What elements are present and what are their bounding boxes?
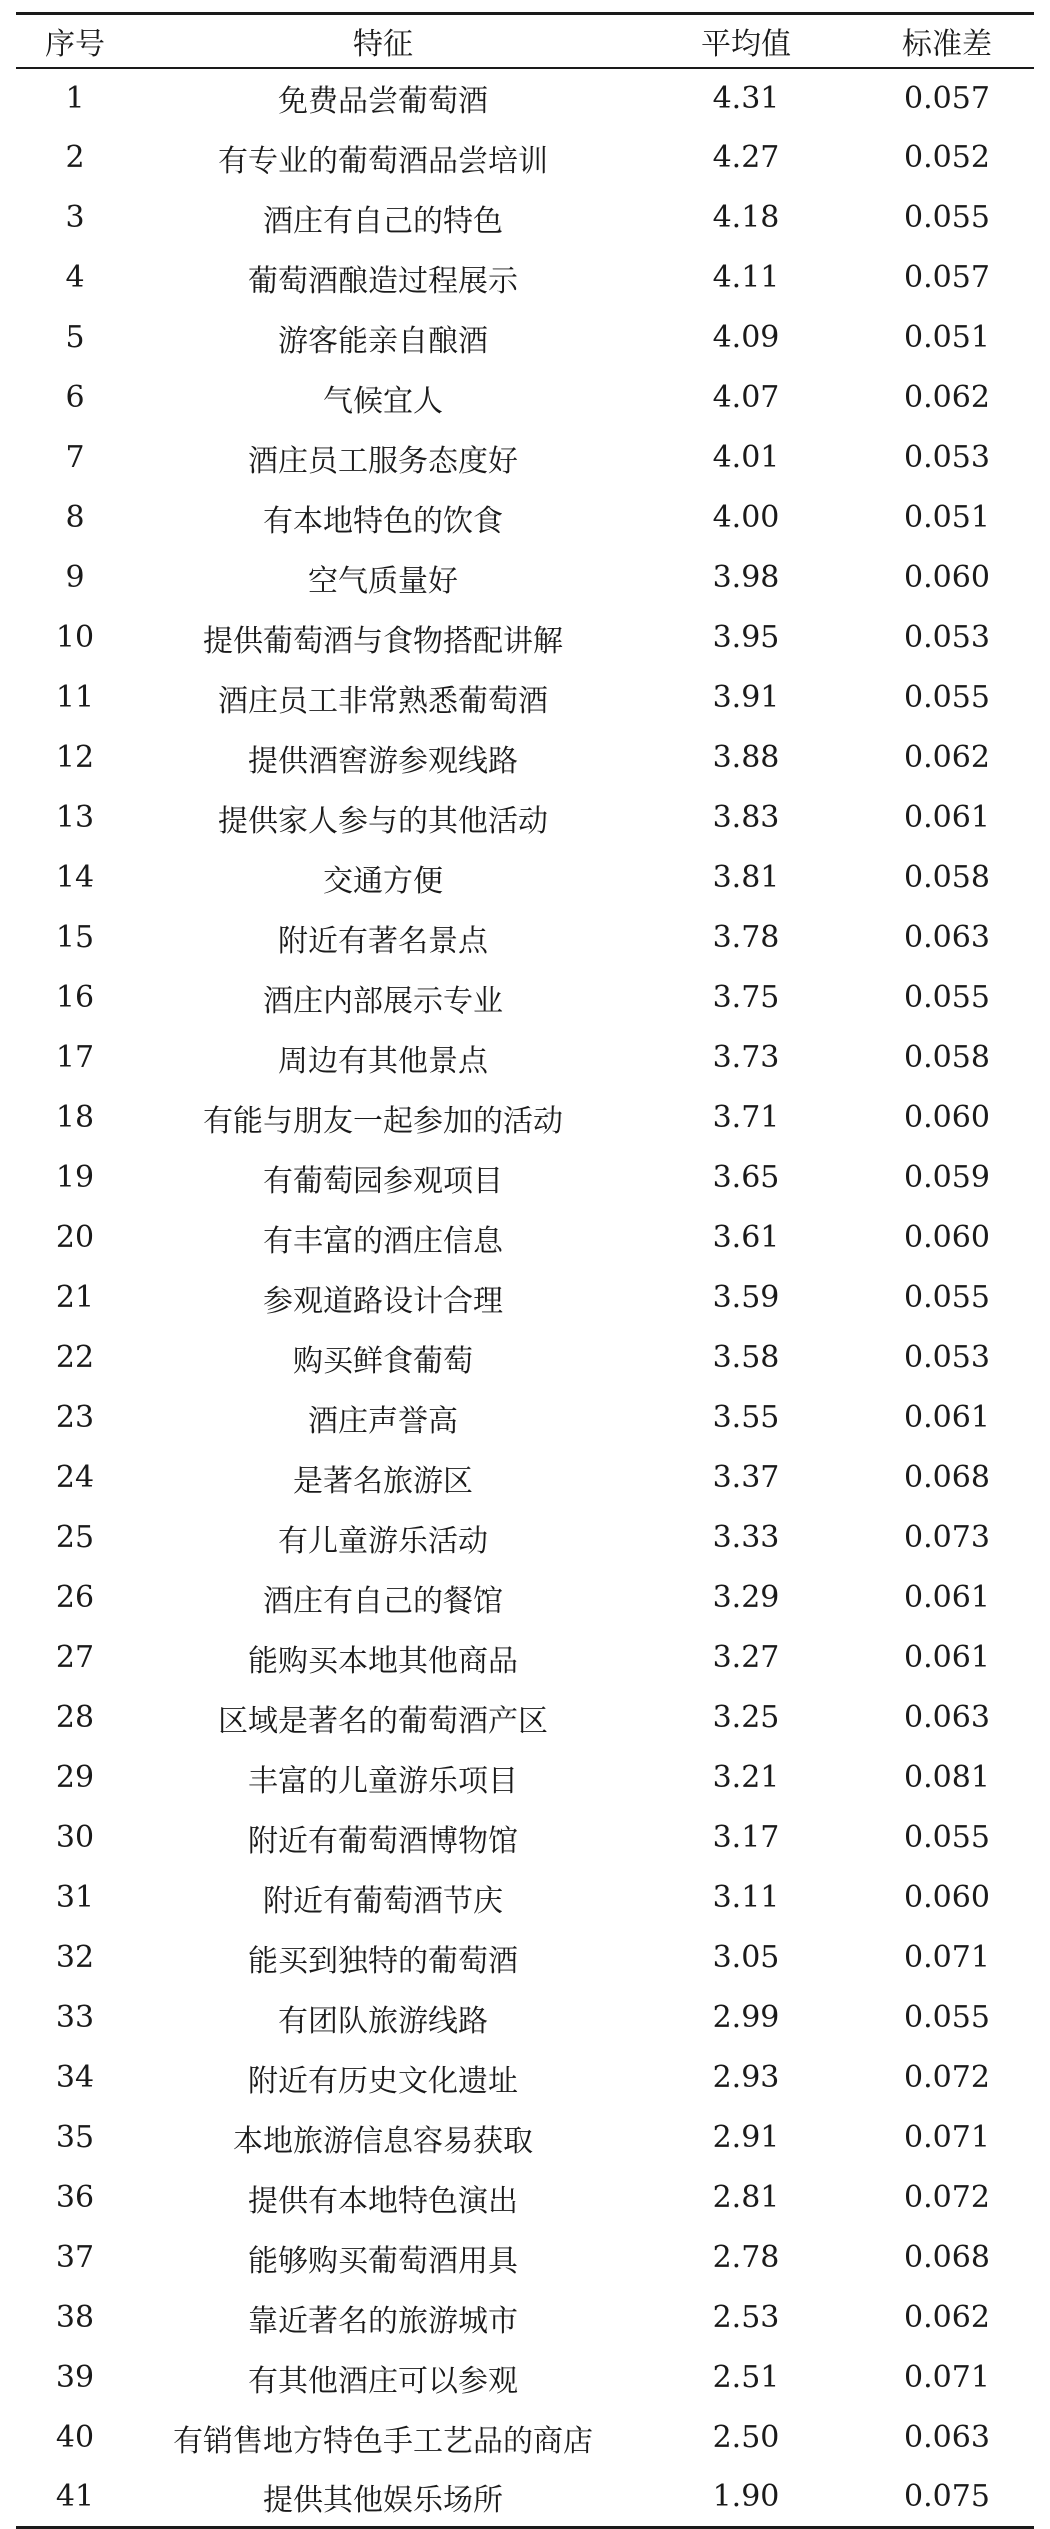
table-row <box>16 608 1034 668</box>
table-row <box>16 2048 1034 2108</box>
cell-sd: 0.058 <box>904 1040 990 1075</box>
cell-feature: 酒庄有自己的餐馆 <box>263 1583 503 1619</box>
cell-mean: 2.51 <box>712 2360 780 2395</box>
cell-index: 7 <box>65 440 85 475</box>
cell-feature: 附近有历史文化遗址 <box>248 2063 518 2099</box>
cell-index: 37 <box>55 2240 95 2275</box>
table-row <box>16 2228 1034 2288</box>
cell-mean: 2.93 <box>712 2060 780 2095</box>
table-header <box>16 14 1034 68</box>
cell-mean: 3.73 <box>712 1040 780 1075</box>
cell-index: 4 <box>65 260 85 295</box>
table-row <box>16 908 1034 968</box>
cell-index: 34 <box>55 2060 95 2095</box>
cell-mean: 4.18 <box>712 200 780 235</box>
cell-sd: 0.062 <box>904 380 990 415</box>
cell-index: 10 <box>55 620 95 655</box>
cell-feature: 区域是著名的葡萄酒产区 <box>218 1703 548 1739</box>
cell-feature: 附近有葡萄酒节庆 <box>263 1883 503 1919</box>
cell-index: 27 <box>55 1640 95 1675</box>
cell-sd: 0.055 <box>904 200 990 235</box>
cell-feature: 本地旅游信息容易获取 <box>233 2123 533 2159</box>
cell-index: 18 <box>55 1100 95 1135</box>
table-row <box>16 428 1034 488</box>
cell-sd: 0.061 <box>904 800 990 835</box>
cell-mean: 3.65 <box>712 1160 780 1195</box>
cell-sd: 0.068 <box>904 2240 990 2275</box>
cell-sd: 0.060 <box>904 1880 990 1915</box>
cell-mean: 3.11 <box>712 1880 780 1915</box>
table-row <box>16 1628 1034 1688</box>
cell-sd: 0.057 <box>904 80 990 116</box>
table-row <box>16 1928 1034 1988</box>
cell-feature: 提供其他娱乐场所 <box>134 2468 632 2528</box>
table-row <box>16 668 1034 728</box>
cell-mean: 3.58 <box>712 1340 780 1375</box>
cell-mean: 4.11 <box>712 260 780 295</box>
table-row <box>16 368 1034 428</box>
cell-feature: 附近有著名景点 <box>278 923 488 959</box>
cell-mean: 4.09 <box>712 320 780 355</box>
table-row <box>16 1388 1034 1448</box>
table-row <box>16 728 1034 788</box>
table-body <box>16 68 1034 2528</box>
cell-sd: 0.057 <box>904 260 990 295</box>
cell-index: 21 <box>55 1280 95 1315</box>
table-row <box>16 1988 1034 2048</box>
cell-index: 9 <box>65 560 85 595</box>
cell-index: 6 <box>65 380 85 415</box>
cell-mean: 3.71 <box>712 1100 780 1135</box>
cell-sd: 0.053 <box>904 1340 990 1375</box>
table-row <box>16 1748 1034 1808</box>
cell-index: 23 <box>55 1400 95 1435</box>
table-row <box>16 1808 1034 1868</box>
cell-mean: 3.78 <box>712 920 780 955</box>
cell-feature: 有专业的葡萄酒品尝培训 <box>218 143 548 179</box>
header-mean: 平均值 <box>632 14 860 68</box>
cell-index: 26 <box>55 1580 95 1615</box>
cell-index: 1 <box>65 80 85 116</box>
cell-feature: 酒庄声誉高 <box>308 1403 458 1439</box>
table-row <box>16 128 1034 188</box>
cell-sd: 0.073 <box>904 1520 990 1555</box>
cell-feature: 酒庄员工非常熟悉葡萄酒 <box>218 683 548 719</box>
cell-mean: 3.98 <box>712 560 780 595</box>
cell-sd: 0.051 <box>904 500 990 535</box>
cell-index: 16 <box>55 980 95 1015</box>
table-row <box>16 1688 1034 1748</box>
cell-index: 24 <box>55 1460 95 1495</box>
table-row <box>16 548 1034 608</box>
cell-index: 28 <box>55 1700 95 1735</box>
cell-mean: 3.17 <box>712 1820 780 1855</box>
cell-mean: 2.81 <box>712 2180 780 2215</box>
cell-sd: 0.061 <box>904 1640 990 1675</box>
table-row <box>16 1148 1034 1208</box>
table-row <box>16 68 1034 128</box>
cell-sd: 0.055 <box>904 680 990 715</box>
cell-sd: 0.072 <box>904 2180 990 2215</box>
cell-sd: 0.071 <box>904 2360 990 2395</box>
cell-sd: 0.061 <box>904 1400 990 1435</box>
cell-feature: 能买到独特的葡萄酒 <box>248 1943 518 1979</box>
cell-sd: 0.055 <box>904 2000 990 2035</box>
cell-feature: 有团队旅游线路 <box>278 2003 488 2039</box>
cell-feature: 参观道路设计合理 <box>263 1283 503 1319</box>
table-row <box>16 1208 1034 1268</box>
cell-mean: 4.07 <box>712 380 780 415</box>
cell-feature: 提供酒窖游参观线路 <box>248 743 518 779</box>
cell-feature: 有丰富的酒庄信息 <box>263 1223 503 1259</box>
cell-mean: 3.61 <box>712 1220 780 1255</box>
cell-sd: 0.060 <box>904 560 990 595</box>
cell-feature: 能够购买葡萄酒用具 <box>248 2243 518 2279</box>
cell-feature: 购买鲜食葡萄 <box>293 1343 473 1379</box>
cell-mean: 3.33 <box>712 1520 780 1555</box>
cell-feature: 提供葡萄酒与食物搭配讲解 <box>203 623 563 659</box>
cell-feature: 有其他酒庄可以参观 <box>248 2363 518 2399</box>
table-row <box>16 1028 1034 1088</box>
cell-index: 31 <box>55 1880 95 1915</box>
cell-index: 3 <box>65 200 85 235</box>
cell-feature: 提供有本地特色演出 <box>248 2183 518 2219</box>
cell-mean: 3.81 <box>712 860 780 895</box>
table-row <box>16 1868 1034 1928</box>
cell-index: 15 <box>55 920 95 955</box>
cell-feature: 酒庄有自己的特色 <box>263 203 503 239</box>
table-row <box>16 968 1034 1028</box>
cell-index: 11 <box>55 680 95 715</box>
header-feature: 特征 <box>134 14 632 68</box>
cell-feature: 是著名旅游区 <box>293 1463 473 1499</box>
cell-index: 22 <box>55 1340 95 1375</box>
cell-index: 36 <box>55 2180 95 2215</box>
cell-index: 39 <box>55 2360 95 2395</box>
cell-mean: 3.88 <box>712 740 780 775</box>
cell-index: 35 <box>55 2120 95 2155</box>
cell-mean: 4.27 <box>712 140 780 175</box>
cell-index: 19 <box>55 1160 95 1195</box>
cell-index: 25 <box>55 1520 95 1555</box>
cell-sd: 0.053 <box>904 620 990 655</box>
table-row <box>16 2348 1034 2408</box>
cell-index: 13 <box>55 800 95 835</box>
cell-sd: 0.055 <box>904 1820 990 1855</box>
cell-feature: 交通方便 <box>323 863 443 899</box>
cell-mean: 3.59 <box>712 1280 780 1315</box>
cell-index: 12 <box>55 740 95 775</box>
cell-mean: 3.37 <box>712 1460 780 1495</box>
cell-sd: 0.058 <box>904 860 990 895</box>
cell-feature: 游客能亲自酿酒 <box>278 323 488 359</box>
cell-feature: 周边有其他景点 <box>278 1043 488 1079</box>
cell-feature: 有销售地方特色手工艺品的商店 <box>173 2423 593 2459</box>
table-row <box>16 1268 1034 1328</box>
cell-index: 30 <box>55 1820 95 1855</box>
cell-mean: 3.05 <box>712 1940 780 1975</box>
table-row <box>16 1508 1034 1568</box>
table-row <box>16 788 1034 848</box>
cell-sd: 0.063 <box>904 1700 990 1735</box>
cell-index: 8 <box>65 500 85 535</box>
cell-mean: 3.27 <box>712 1640 780 1675</box>
cell-mean: 4.00 <box>712 500 780 535</box>
cell-sd: 0.071 <box>904 1940 990 1975</box>
cell-mean: 3.75 <box>712 980 780 1015</box>
cell-feature: 靠近著名的旅游城市 <box>248 2303 518 2339</box>
cell-feature: 酒庄内部展示专业 <box>263 983 503 1019</box>
cell-sd: 0.075 <box>860 2468 1034 2528</box>
table-row <box>16 2288 1034 2348</box>
cell-feature: 葡萄酒酿造过程展示 <box>248 263 518 299</box>
cell-sd: 0.062 <box>904 740 990 775</box>
table-row <box>16 2168 1034 2228</box>
cell-mean: 4.31 <box>712 80 780 116</box>
cell-feature: 气候宜人 <box>323 383 443 419</box>
header-row <box>16 14 1034 68</box>
cell-mean: 3.91 <box>712 680 780 715</box>
cell-index: 29 <box>55 1760 95 1795</box>
cell-index: 17 <box>55 1040 95 1075</box>
cell-index: 5 <box>65 320 85 355</box>
cell-mean: 2.99 <box>712 2000 780 2035</box>
cell-index: 32 <box>55 1940 95 1975</box>
cell-feature: 有能与朋友一起参加的活动 <box>203 1103 563 1139</box>
table-row <box>16 2408 1034 2468</box>
cell-mean: 3.25 <box>712 1700 780 1735</box>
cell-sd: 0.055 <box>904 980 990 1015</box>
cell-sd: 0.061 <box>904 1580 990 1615</box>
cell-sd: 0.063 <box>904 2420 990 2455</box>
cell-index: 33 <box>55 2000 95 2035</box>
cell-feature: 有本地特色的饮食 <box>263 503 503 539</box>
cell-mean: 3.55 <box>712 1400 780 1435</box>
cell-feature: 提供家人参与的其他活动 <box>218 803 548 839</box>
cell-feature: 能购买本地其他商品 <box>248 1643 518 1679</box>
cell-sd: 0.051 <box>904 320 990 355</box>
cell-sd: 0.052 <box>904 140 990 175</box>
cell-feature: 附近有葡萄酒博物馆 <box>248 1823 518 1859</box>
cell-index: 38 <box>55 2300 95 2335</box>
cell-index: 20 <box>55 1220 95 1255</box>
cell-mean: 3.95 <box>712 620 780 655</box>
cell-sd: 0.059 <box>904 1160 990 1195</box>
cell-mean: 3.21 <box>712 1760 780 1795</box>
cell-sd: 0.081 <box>904 1760 990 1795</box>
cell-index: 41 <box>16 2468 134 2528</box>
cell-mean: 2.50 <box>712 2420 780 2455</box>
table-row <box>16 2468 1034 2528</box>
table-row <box>16 848 1034 908</box>
table-row <box>16 2108 1034 2168</box>
cell-sd: 0.053 <box>904 440 990 475</box>
cell-mean: 2.91 <box>712 2120 780 2155</box>
cell-sd: 0.060 <box>904 1220 990 1255</box>
feature-statistics-table <box>16 12 1034 2529</box>
cell-feature: 丰富的儿童游乐项目 <box>248 1763 518 1799</box>
cell-sd: 0.062 <box>904 2300 990 2335</box>
cell-feature: 有儿童游乐活动 <box>278 1523 488 1559</box>
cell-sd: 0.072 <box>904 2060 990 2095</box>
cell-index: 2 <box>65 140 85 175</box>
cell-feature: 酒庄员工服务态度好 <box>248 443 518 479</box>
cell-index: 14 <box>55 860 95 895</box>
cell-feature: 免费品尝葡萄酒 <box>278 84 488 119</box>
table-row <box>16 308 1034 368</box>
cell-feature: 有葡萄园参观项目 <box>263 1163 503 1199</box>
cell-mean: 2.53 <box>712 2300 780 2335</box>
table-row <box>16 1088 1034 1148</box>
table-row <box>16 1328 1034 1388</box>
cell-sd: 0.071 <box>904 2120 990 2155</box>
cell-sd: 0.068 <box>904 1460 990 1495</box>
header-index: 序号 <box>16 14 134 68</box>
table-row <box>16 1568 1034 1628</box>
table-row <box>16 488 1034 548</box>
cell-sd: 0.063 <box>904 920 990 955</box>
table-row <box>16 188 1034 248</box>
cell-mean: 3.83 <box>712 800 780 835</box>
table-row <box>16 1448 1034 1508</box>
cell-mean: 3.29 <box>712 1580 780 1615</box>
cell-mean: 1.90 <box>632 2468 860 2528</box>
cell-sd: 0.060 <box>904 1100 990 1135</box>
header-sd: 标准差 <box>860 14 1034 68</box>
cell-mean: 2.78 <box>712 2240 780 2275</box>
cell-sd: 0.055 <box>904 1280 990 1315</box>
cell-index: 40 <box>55 2420 95 2455</box>
table-row <box>16 248 1034 308</box>
cell-feature: 空气质量好 <box>308 563 458 599</box>
cell-mean: 4.01 <box>712 440 780 475</box>
